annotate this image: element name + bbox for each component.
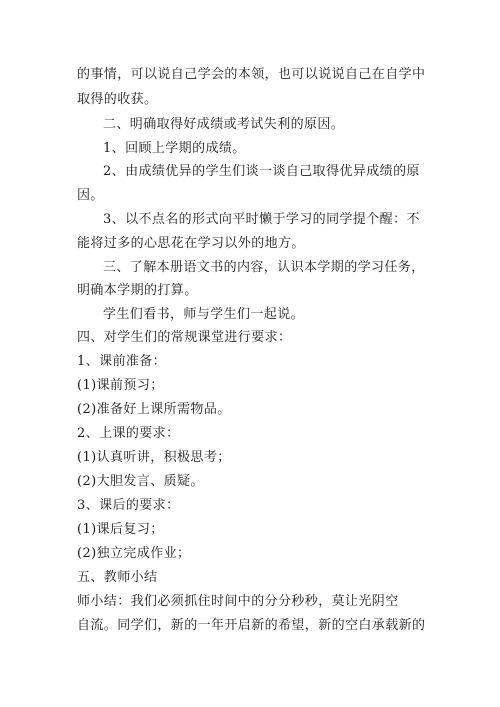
section-heading-4: 四、对学生们的常规课堂进行要求：	[77, 330, 292, 345]
list-item: 3、以不点名的形式向平时懒于学习的同学提个醒：不	[103, 212, 420, 227]
list-item: (2)独立完成作业；	[77, 546, 191, 561]
body-text-line: 自流。同学们，新的一年开启新的希望，新的空白承载新的	[77, 618, 426, 633]
list-item: 3、课后的要求：	[77, 498, 180, 513]
body-text-line: 取得的收获。	[77, 92, 158, 107]
list-item: (1)认真听讲，积极思考；	[77, 450, 231, 465]
list-item: 1、课前准备：	[77, 354, 167, 369]
body-text-line: 的事情，可以说自己学会的本领，也可以说说自己在自学中	[77, 67, 426, 82]
body-text-line: 能将过多的心思花在学习以外的地方。	[77, 236, 305, 251]
list-item: 2、由成绩优异的学生们谈一谈自己取得优异成绩的原	[103, 164, 420, 179]
section-heading-2: 二、明确取得好成绩或考试失利的原因。	[103, 117, 345, 132]
list-item: (2)准备好上课所需物品。	[77, 402, 231, 417]
body-text-line: 师小结：我们必须抓住时间中的分分秒秒，莫让光阴空	[77, 594, 399, 609]
list-item: (2)大胆发言、质疑。	[77, 474, 204, 489]
body-text-line: 因。	[77, 188, 104, 203]
body-text-line: 学生们看书，师与学生们一起说。	[103, 307, 305, 322]
section-heading-5: 五、教师小结	[77, 570, 158, 585]
list-item: 2、上课的要求：	[77, 426, 180, 441]
list-item: (1)课后复习；	[77, 522, 164, 537]
section-heading-3: 三、了解本册语文书的内容，认识本学期的学习任务，	[103, 260, 425, 275]
list-item: (1)课前预习；	[77, 378, 164, 393]
list-item: 1、回顾上学期的成绩。	[103, 141, 246, 156]
body-text-line: 明确本学期的打算。	[77, 283, 198, 298]
